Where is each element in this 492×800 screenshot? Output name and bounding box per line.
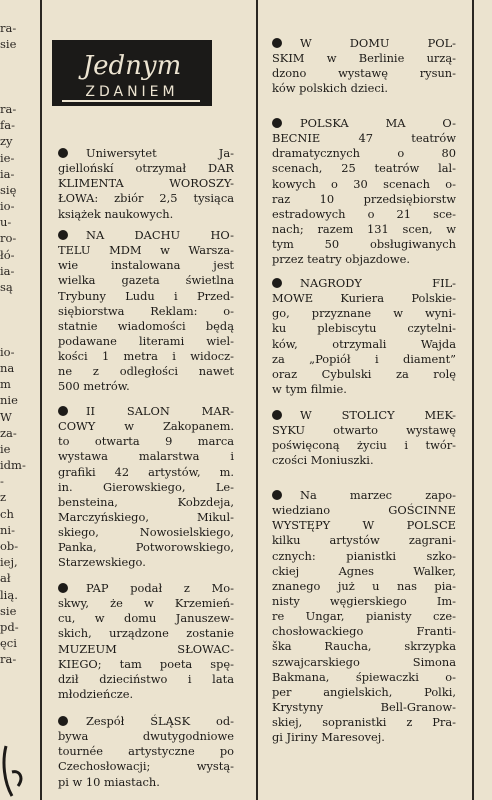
news-item-lead-line: [58, 146, 234, 161]
news-text: gi Jiriny Maresovej.: [272, 730, 385, 745]
news-item-line: [58, 161, 234, 176]
news-text: NAGRODY FIL-: [300, 276, 456, 290]
news-item: [272, 276, 456, 397]
left-fragment-line: na: [0, 360, 15, 375]
news-item: [272, 116, 456, 267]
news-item-lead-line: [58, 714, 234, 729]
news-text: skiego, Nowosielskiego,: [58, 525, 234, 540]
news-text: chosłowackiego Franti-: [272, 624, 456, 639]
news-item-line: [272, 609, 456, 624]
section-title-line2: ZDANIEM: [85, 84, 179, 100]
news-item-line: [58, 258, 234, 273]
news-text: MOWE Kuriera Polskie-: [272, 291, 456, 306]
news-text: MUZEUM SŁOWAC-: [58, 641, 234, 656]
news-item: [272, 408, 456, 469]
left-fragment-line: są: [0, 280, 13, 294]
news-item-line: [58, 687, 234, 702]
news-text: ku plebiscytu czytelni-: [272, 321, 456, 336]
left-fragment-line: io-: [0, 199, 15, 214]
news-item-line: [272, 337, 456, 352]
news-text: podawane literami wiel-: [58, 333, 234, 348]
news-text: cu, w domu Januszew-: [58, 611, 234, 626]
left-fragment-line: pd-: [0, 619, 19, 634]
news-text: skwy, że w Krzemień-: [58, 596, 234, 611]
news-text: NA DACHU HO-: [86, 228, 234, 242]
bullet-dot-icon: [272, 490, 282, 500]
news-item-line: [58, 729, 234, 744]
left-fragment-line: [0, 295, 26, 311]
news-text: statnie wiadomości będą: [58, 318, 234, 333]
news-text: wiedziano GOŚCINNE: [272, 503, 456, 518]
bullet-dot-icon: [58, 230, 68, 240]
left-fragment-line: [0, 311, 26, 327]
left-fragment-line: [0, 85, 26, 101]
news-item-line: [272, 382, 456, 397]
news-item-line: [58, 775, 234, 790]
news-text: II SALON MAR-: [86, 404, 234, 418]
news-item-line: [58, 207, 234, 222]
left-fragment-line: ał: [0, 571, 11, 586]
news-item: [58, 714, 234, 790]
news-text: COWY w Zakopanem.: [58, 419, 234, 434]
left-fragment-line: zy: [0, 134, 13, 149]
news-item-line: [272, 291, 456, 306]
news-item-line: [272, 564, 456, 579]
news-item-lead-line: [58, 404, 234, 419]
news-text: dził dzieciństwo i lata: [58, 671, 234, 686]
news-text: ne z odległości nawet: [58, 364, 234, 379]
column-divider-left: [40, 0, 42, 800]
news-item-line: [58, 626, 234, 641]
news-item-line: [272, 639, 456, 654]
news-item: [272, 36, 456, 97]
left-fragment-line: ni-: [0, 522, 15, 537]
news-text: Starzewskiego.: [58, 555, 146, 570]
left-fragment-line: u-: [0, 215, 12, 230]
news-text: go, przyznane w wyni-: [272, 306, 456, 321]
news-item-lead-line: [272, 408, 456, 423]
news-item-line: [272, 715, 456, 730]
news-text: ška Raucha, skrzypka: [272, 639, 456, 654]
news-text: SKIM w Berlinie urzą-: [272, 51, 456, 66]
news-item-line: [272, 730, 456, 745]
news-item-line: [58, 744, 234, 759]
news-text: wielka gazeta świetlna: [58, 273, 234, 288]
news-text: Zespół ŚLĄSK od-: [86, 714, 234, 728]
news-text: bensteina, Kobzdeja,: [58, 494, 234, 509]
news-item-line: [272, 655, 456, 670]
news-text: tournée artystyczne po: [58, 744, 234, 759]
news-text: książek naukowych.: [58, 206, 174, 221]
news-item-line: [272, 51, 456, 66]
news-text: czości Moniuszki.: [272, 453, 374, 468]
news-text: Marczyńskiego, Mikul-: [58, 509, 234, 524]
news-item-line: [58, 434, 234, 449]
news-item-line: [272, 624, 456, 639]
news-item-line: [272, 503, 456, 518]
news-text: nisty węgierskiego Im-: [272, 593, 456, 608]
bullet-dot-icon: [272, 410, 282, 420]
news-text: nach; razem 131 scen, w: [272, 221, 456, 236]
news-text: siębiorstwa Reklam: o-: [58, 303, 234, 318]
left-fragment-line: ęci: [0, 636, 17, 651]
news-text: BECNIE 47 teatrów: [272, 131, 456, 146]
left-fragment-line: ia-: [0, 263, 15, 278]
left-fragment-line: W: [0, 409, 12, 424]
news-text: tym 50 obsługiwanych: [272, 237, 456, 252]
news-item-line: [272, 306, 456, 321]
news-item-line: [272, 146, 456, 161]
news-item-line: [272, 549, 456, 564]
news-item-line: [272, 352, 456, 367]
news-item-line: [58, 642, 234, 657]
news-text: kości 1 metra i widocz-: [58, 349, 234, 364]
news-item-line: [58, 465, 234, 480]
news-text: in. Gierowskiego, Le-: [58, 479, 234, 494]
news-item-line: [272, 700, 456, 715]
news-item-lead-line: [58, 228, 234, 243]
news-item-line: [272, 594, 456, 609]
news-item-line: [58, 480, 234, 495]
news-item-line: [272, 533, 456, 548]
news-text: dramatycznych o 80: [272, 146, 456, 161]
news-item-line: [58, 596, 234, 611]
bullet-dot-icon: [272, 118, 282, 128]
handwritten-mark: [0, 742, 30, 800]
news-text: Panka, Potworowskiego,: [58, 540, 234, 555]
news-item-line: [272, 367, 456, 382]
news-item-line: [272, 252, 456, 267]
news-text: TELU MDM w Warsza-: [58, 243, 234, 258]
section-title-line1: Jednym: [82, 51, 182, 81]
news-text: Krystyny Bell-Granow-: [272, 699, 456, 714]
news-item-line: [272, 192, 456, 207]
news-item-line: [272, 321, 456, 336]
news-text: re Ungar, pianisty cze-: [272, 609, 456, 624]
news-text: raz 10 przedsiębiorstw: [272, 191, 456, 206]
left-fragment-line: ie-: [0, 150, 15, 165]
news-text: w tym filmie.: [272, 381, 347, 396]
left-fragment-line: z: [0, 490, 7, 505]
news-text: WYSTĘPY W POLSCE: [272, 518, 456, 533]
left-fragment-line: -: [0, 474, 4, 489]
left-column-fragments: [0, 20, 26, 668]
news-text: scenach, 25 teatrów lal-: [272, 161, 456, 176]
news-item-line: [272, 670, 456, 685]
news-item-lead-line: [272, 276, 456, 291]
news-item-lead-line: [272, 36, 456, 51]
news-text: W DOMU POL-: [300, 36, 456, 50]
news-item-line: [58, 449, 234, 464]
news-text: skiej, sopranistki z Pra-: [272, 715, 456, 730]
news-item-line: [58, 273, 234, 288]
left-fragment-line: ch: [0, 506, 14, 521]
news-text: skich, urządzone zostanie: [58, 626, 234, 641]
news-item: [58, 404, 234, 571]
left-fragment-line: się: [0, 182, 17, 197]
news-item-line: [272, 453, 456, 468]
news-item-line: [58, 540, 234, 555]
news-text: za „Popiół i diament”: [272, 351, 456, 366]
news-item-line: [58, 510, 234, 525]
news-item-line: [272, 237, 456, 252]
news-item-line: [58, 304, 234, 319]
news-item-line: [58, 243, 234, 258]
news-text: grafiki 42 artystów, m.: [58, 464, 234, 479]
news-item-line: [58, 379, 234, 394]
news-item-line: [272, 66, 456, 81]
news-item-line: [272, 685, 456, 700]
news-item-lead-line: [272, 488, 456, 503]
left-fragment-line: ia-: [0, 166, 15, 181]
news-text: ŁOWA: zbiór 2,5 tysiąca: [58, 191, 234, 206]
news-item: [58, 228, 234, 395]
bullet-dot-icon: [58, 406, 68, 416]
news-text: znanego już u nas pia-: [272, 578, 456, 593]
left-fragment-line: fa-: [0, 118, 15, 133]
news-text: SYKU otwarto wystawę: [272, 423, 456, 438]
left-fragment-line: ra-: [0, 101, 17, 116]
left-fragment-line: łó-: [0, 247, 15, 262]
left-fragment-line: ra-: [0, 652, 17, 667]
news-item: [58, 581, 234, 702]
news-item-line: [272, 207, 456, 222]
left-fragment-line: ob-: [0, 539, 19, 553]
left-fragment-line: ie: [0, 441, 11, 456]
news-item-line: [58, 495, 234, 510]
left-fragment-line: za-: [0, 425, 17, 440]
news-item-line: [58, 334, 234, 349]
news-text: bywa dwutygodniowe: [58, 729, 234, 744]
news-text: cznych: pianistki szko-: [272, 548, 456, 563]
news-text: ckiej Agnes Walker,: [272, 563, 456, 578]
left-fragment-line: lią.: [0, 587, 18, 602]
news-item-line: [58, 364, 234, 379]
left-fragment-line: ra-: [0, 21, 17, 35]
bullet-dot-icon: [58, 583, 68, 593]
left-fragment-line: ro-: [0, 231, 17, 246]
news-text: pi w 10 miastach.: [58, 774, 160, 789]
news-item-line: [272, 131, 456, 146]
news-text: Trybuny Ludu i Przed-: [58, 288, 234, 303]
bullet-dot-icon: [272, 278, 282, 288]
news-text: Uniwersytet Ja-: [86, 146, 234, 160]
bullet-dot-icon: [58, 148, 68, 158]
left-fragment-line: sie: [0, 603, 17, 618]
left-fragment-line: sie: [0, 37, 17, 52]
news-item-line: [58, 759, 234, 774]
news-text: kilku artystów zagrani-: [272, 533, 456, 548]
news-item-line: [58, 672, 234, 687]
news-text: wystawa malarstwa i: [58, 449, 234, 464]
news-item: [272, 488, 456, 745]
news-text: młodzieńcze.: [58, 686, 134, 701]
left-fragment-line: iej,: [0, 555, 18, 570]
bullet-dot-icon: [58, 716, 68, 726]
left-fragment-line: idm-: [0, 458, 26, 473]
news-item-line: [58, 657, 234, 672]
news-text: Na marzec zapo-: [300, 488, 456, 502]
news-item: [58, 146, 234, 222]
news-text: Czechosłowacji; wystą-: [58, 759, 234, 774]
news-item-line: [58, 525, 234, 540]
news-text: ków, otrzymali Wajda: [272, 336, 456, 351]
column-divider-middle: [256, 0, 258, 800]
news-text: PAP podał z Mo-: [86, 581, 234, 595]
news-item-lead-line: [272, 116, 456, 131]
bullet-dot-icon: [272, 38, 282, 48]
news-text: dzono wystawę rysun-: [272, 66, 456, 81]
news-item-lead-line: [58, 581, 234, 596]
news-item-line: [58, 319, 234, 334]
news-item-line: [272, 81, 456, 96]
news-text: kowych o 30 scenach o-: [272, 176, 456, 191]
news-text: ków polskich dzieci.: [272, 81, 388, 96]
news-item-line: [58, 555, 234, 570]
news-text: wie instalowana jest: [58, 258, 234, 273]
news-item-line: [58, 289, 234, 304]
news-item-line: [272, 518, 456, 533]
news-text: giellońskí otrzymał DAR: [58, 161, 234, 176]
news-text: per angielskich, Polki,: [272, 684, 456, 699]
left-fragment-line: [0, 52, 26, 68]
news-item-line: [58, 611, 234, 626]
left-fragment-line: [0, 69, 26, 85]
news-text: KLIMENTA WOROSZY-: [58, 176, 234, 191]
left-fragment-line: io-: [0, 344, 15, 359]
news-text: estradowych o 21 sce-: [272, 206, 456, 221]
section-header-box: [52, 40, 212, 106]
news-text: oraz Cybulski za rolę: [272, 366, 456, 381]
column-divider-right: [472, 0, 474, 800]
news-item-line: [272, 161, 456, 176]
news-text: W STOLICY MEK-: [300, 408, 456, 422]
news-text: szwajcarskiego Simona: [272, 654, 456, 669]
left-fragment-line: [0, 328, 26, 344]
news-item-line: [272, 177, 456, 192]
news-text: KIEGO; tam poeta spę-: [58, 656, 234, 671]
news-text: POLSKA MA O-: [300, 116, 456, 130]
news-text: Bakmana, śpiewaczki o-: [272, 669, 456, 684]
news-item-line: [58, 191, 234, 206]
news-text: to otwarta 9 marca: [58, 434, 234, 449]
news-text: przez teatry objazdowe.: [272, 252, 411, 267]
news-item-line: [58, 176, 234, 191]
news-item-line: [58, 349, 234, 364]
left-fragment-line: m: [0, 377, 11, 392]
news-text: poświęconą życiu i twór-: [272, 438, 456, 453]
news-item-line: [58, 419, 234, 434]
news-item-line: [272, 438, 456, 453]
news-text: 500 metrów.: [58, 379, 130, 394]
news-item-line: [272, 222, 456, 237]
left-fragment-line: nie: [0, 393, 18, 408]
news-item-line: [272, 579, 456, 594]
news-item-line: [272, 423, 456, 438]
